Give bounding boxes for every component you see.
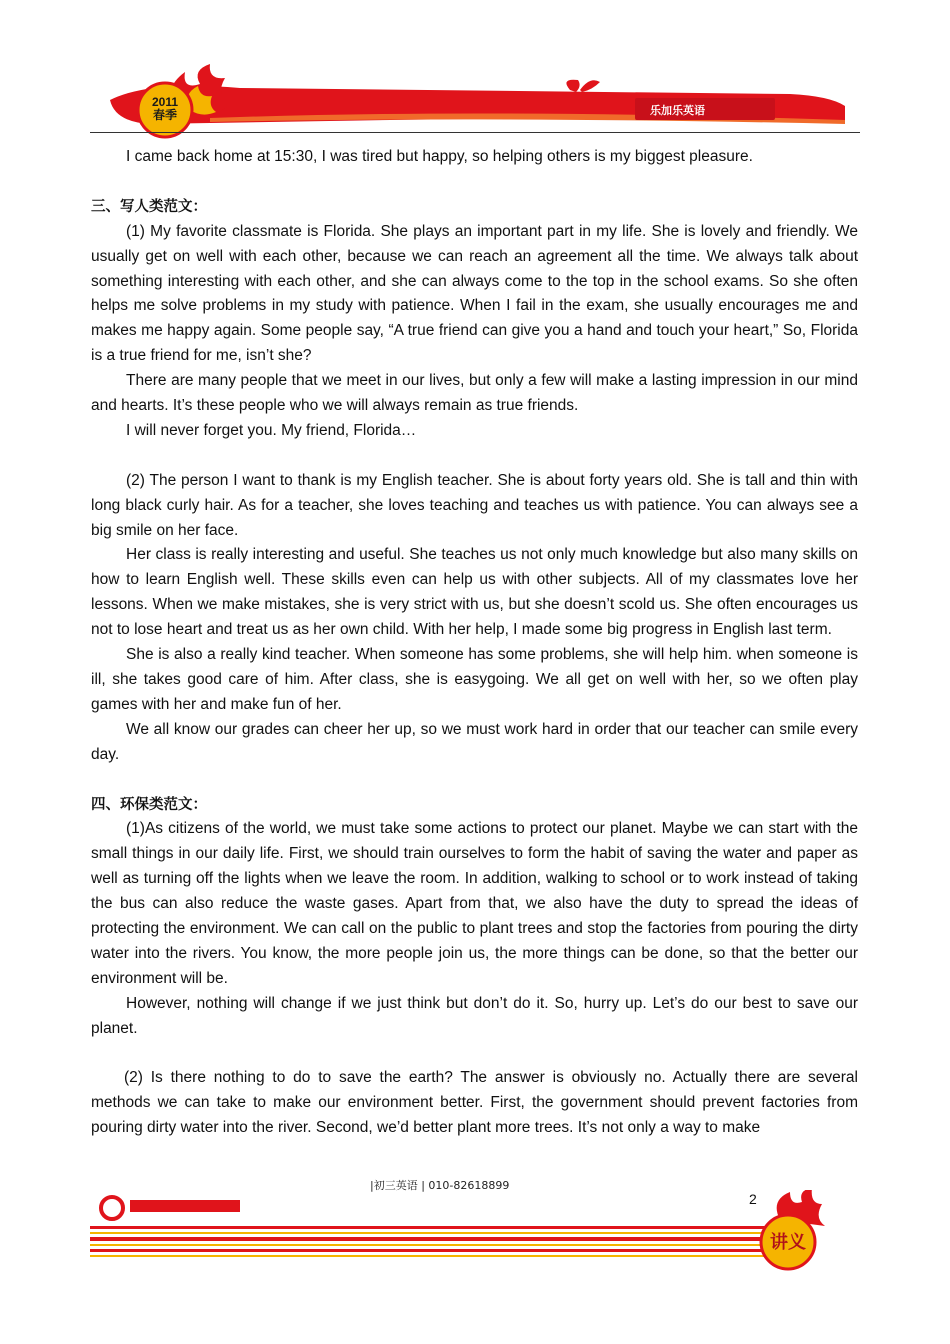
spacer	[91, 1042, 858, 1067]
footer-course-info: |初三英语 | 010-82618899	[370, 1179, 510, 1192]
paragraph: (2) Is there nothing to do to save the earth? The answer is obviously no. Actually there are several methods we can take to make our environment better. First, the government should prevent factories from pouring dirty water into the river. Second, we’d better plant more trees. It’s not only a way to make	[91, 1069, 858, 1137]
section-heading: 四、环保类范文：	[91, 796, 207, 813]
badge-year: 2011	[151, 95, 179, 109]
paragraph: Her class is really interesting and useful. She teaches us not only much knowledge but also many skills on how to learn English well. These skills even can help us with other subjects. All of my classmates love her lessons. When we make mistakes, she is very strict with us, but she doesn’t scold us. She often encourages us not to lose heart and treat us as her own child. With her help, I made some big progress in English last term.	[91, 546, 858, 639]
paragraph: However, nothing will change if we just think but don’t do it. So, hurry up. Let’s do our best to save our planet.	[91, 994, 858, 1037]
paragraph: We all know our grades can cheer her up, so we must work hard in order that our teacher can smile every day.	[91, 720, 858, 763]
footer-stripes-graphic	[90, 1190, 860, 1280]
spacer	[91, 444, 858, 469]
page-number: 2	[749, 1191, 757, 1207]
document-body	[91, 145, 858, 1141]
paragraph: She is also a really kind teacher. When someone has some problems, she will help him. when someone is ill, she takes good care of him. After class, she is easygoing. We all get on well with her, so we often play games with her and make fun of her.	[91, 646, 858, 713]
season-badge	[142, 96, 188, 122]
header-banner-graphic	[90, 60, 860, 140]
header-divider	[90, 132, 860, 133]
paragraph: I will never forget you. My friend, Florida…	[126, 421, 417, 439]
spacer	[91, 768, 858, 793]
lecture-badge: 讲义	[770, 1232, 806, 1253]
paragraph: (1)As citizens of the world, we must take some actions to protect our planet. Maybe we can start with the small things in our daily life. First, we should train ourselves to form the habit of saving the water and paper as well as turning off the lights when we leave the room. In addition, walking to school or to work instead of taking the bus can also reduce the waste gases. Apart from that, we also have the duty to spread the ideas of protecting the environment. We can call on the public to plant trees and stop the factories from pouring the dirty water into the rivers. You know, the more people join us, the more things can be done, so that the better our environment will be.	[91, 820, 858, 987]
spacer	[91, 170, 858, 195]
brand-logo-text: 乐加乐英语	[650, 105, 705, 117]
paragraph: (1) My favorite classmate is Florida. She plays an important part in my life. She is lovely and friendly. We usually get on well with each other, because we can reach an agreement all the time. We always talk about something interesting with each other, and she can always come to the top in the school exams. So she often helps me solve problems in my study with patience. When I fail in the exam, she usually encourages me and makes me happy again. Some people say, “A true friend can give you a hand and touch your heart,” So, Florida is a true friend for me, isn’t she?	[91, 222, 858, 365]
section-heading: 三、写人类范文：	[91, 198, 207, 215]
paragraph: (2) The person I want to thank is my English teacher. She is about forty years old. She is tall and thin with long black curly hair. As for a teacher, she loves teaching and teaches us with patience. You can always see a big smile on her face.	[91, 471, 858, 539]
badge-season: 春季	[152, 108, 177, 122]
paragraph: I came back home at 15:30, I was tired but happy, so helping others is my biggest pleasure.	[126, 148, 753, 165]
paragraph: There are many people that we meet in our lives, but only a few will make a lasting impression in our mind and hearts. It’s these people who we will always remain as true friends.	[91, 372, 858, 415]
page-header	[90, 60, 860, 140]
page-footer	[90, 1190, 860, 1280]
